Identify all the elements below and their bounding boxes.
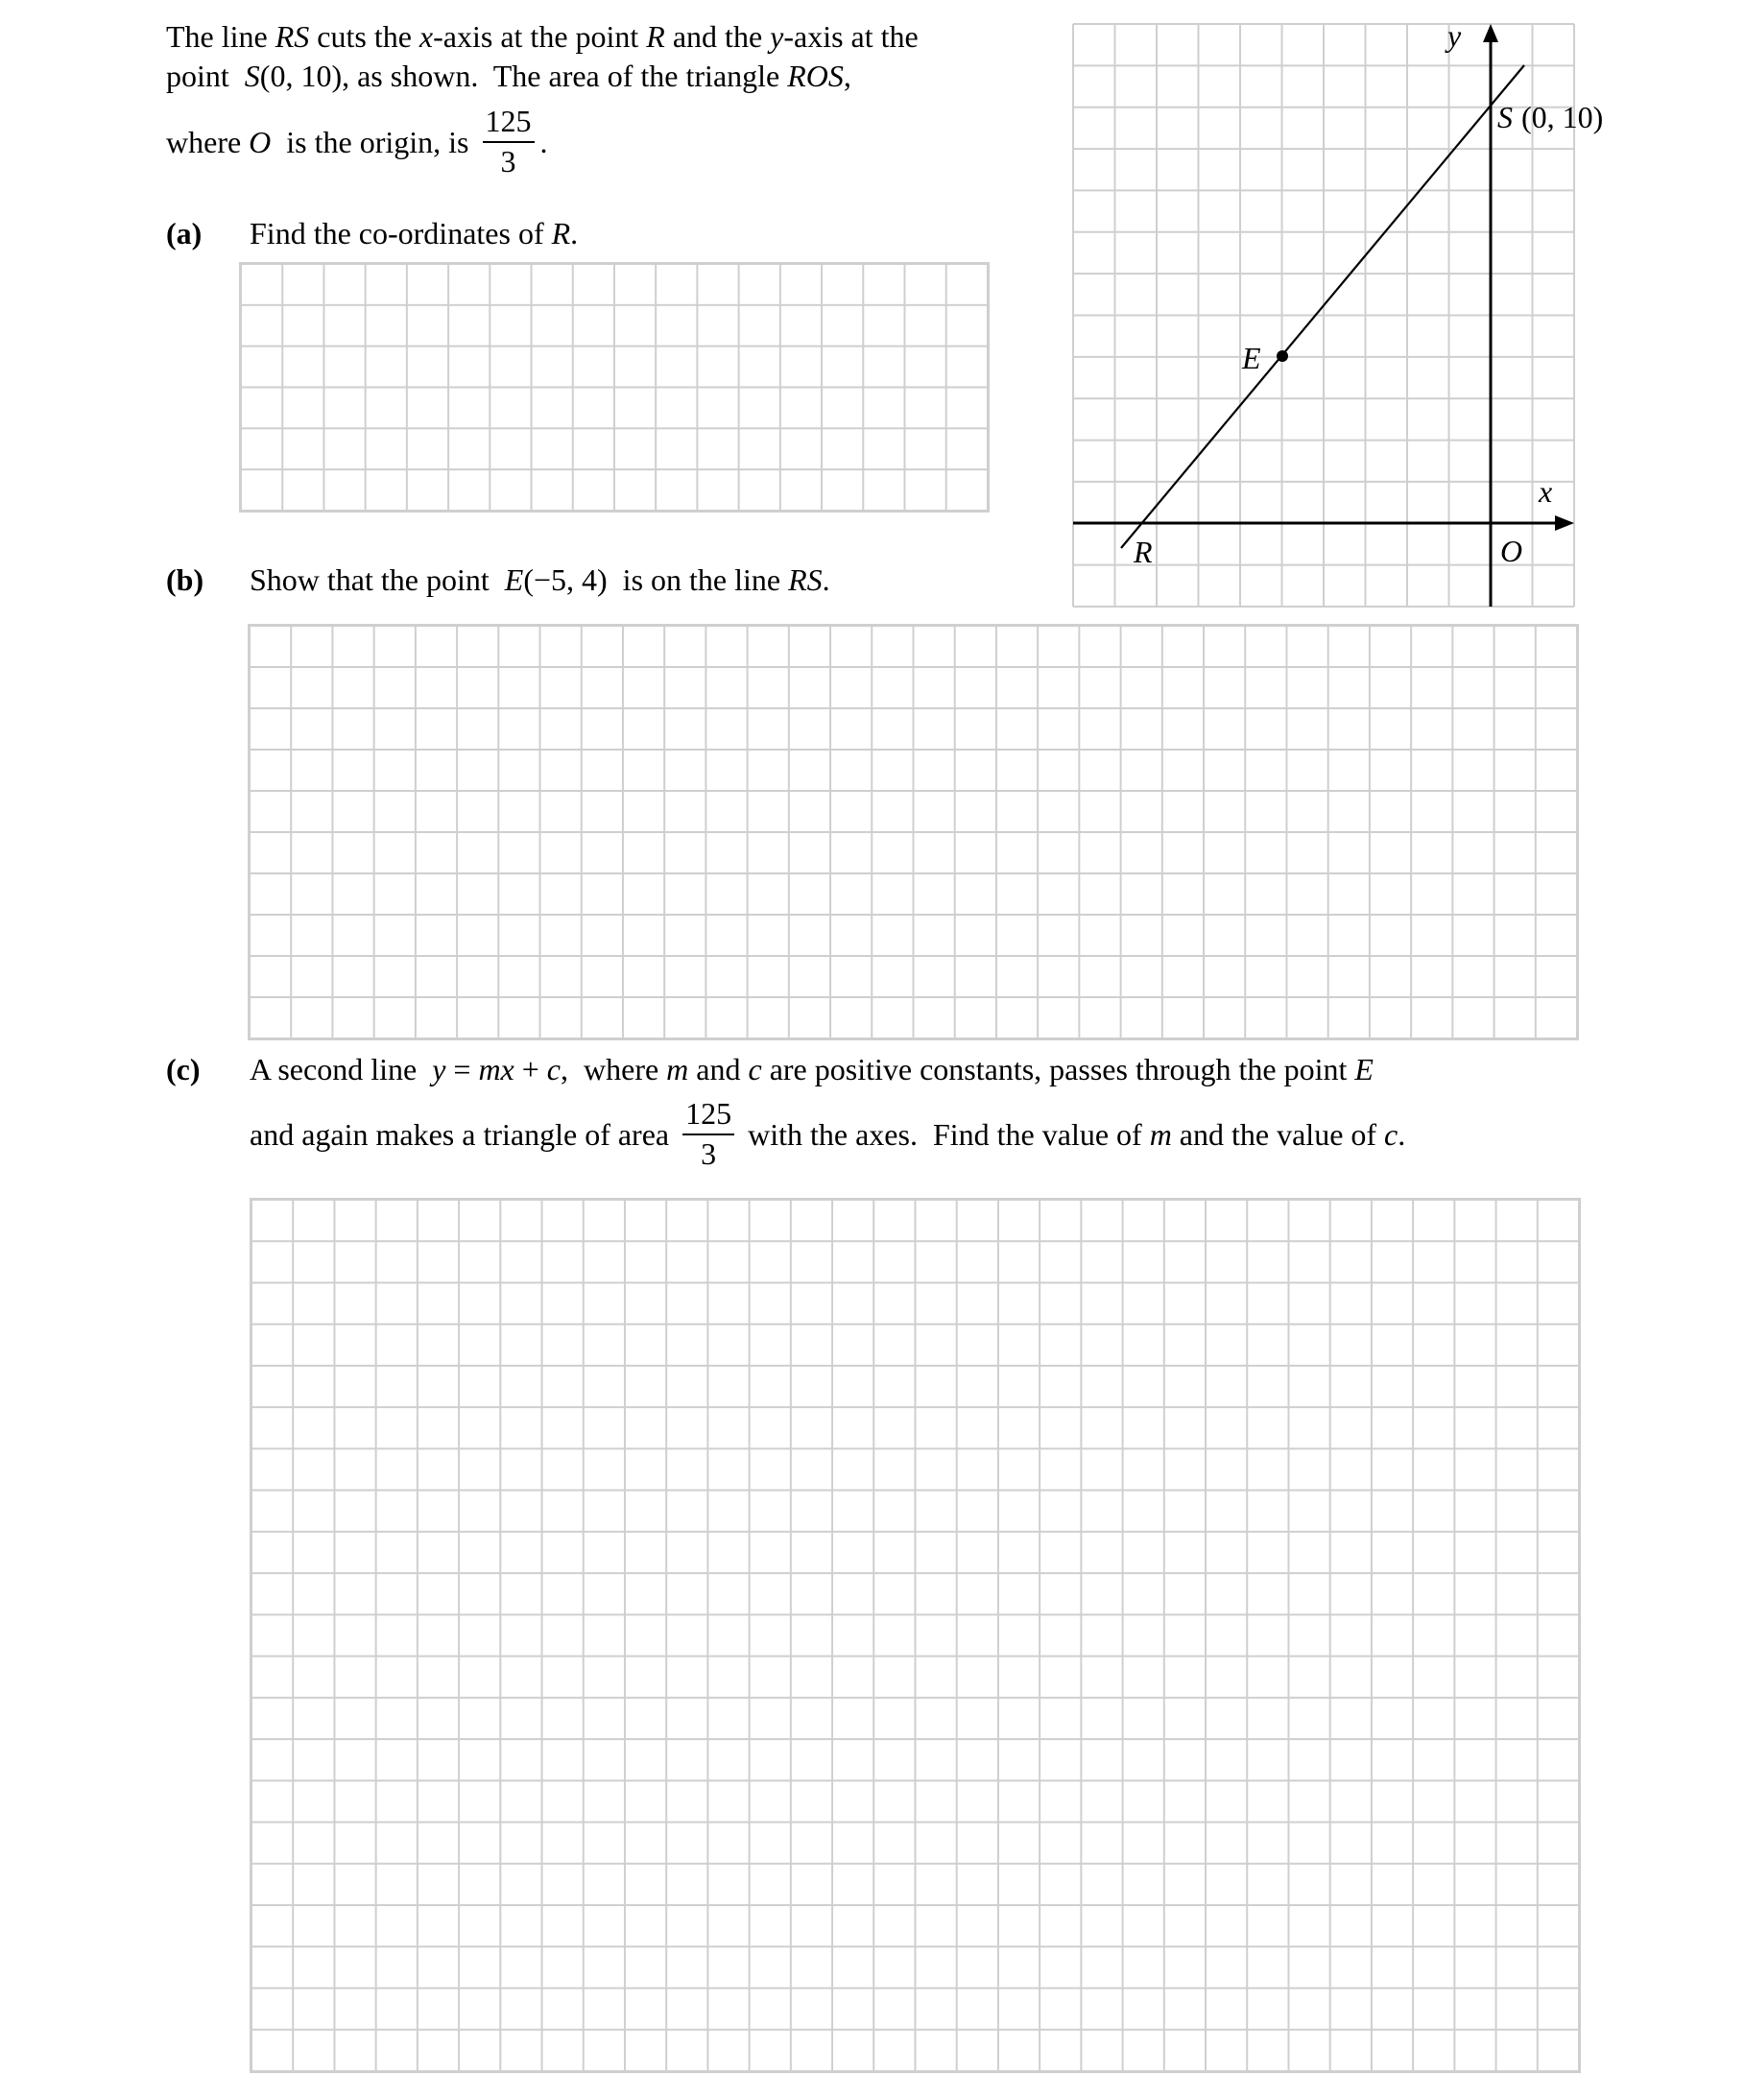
point-S-label: S xyxy=(1497,100,1513,134)
text: and xyxy=(688,1052,749,1086)
var-mx: mx xyxy=(478,1052,514,1086)
text: and the xyxy=(664,19,771,54)
fraction-numerator: 125 xyxy=(685,1096,732,1131)
var-S: S xyxy=(244,59,260,93)
var-R: R xyxy=(551,216,571,251)
text: -axis at the xyxy=(783,19,919,54)
text: cuts the xyxy=(309,19,419,54)
part-a-label: (a) xyxy=(166,216,203,251)
var-R: R xyxy=(646,19,665,54)
var-E: E xyxy=(504,562,524,597)
var-c: c xyxy=(1384,1116,1398,1152)
var-RS: RS xyxy=(275,19,310,54)
text: A second line xyxy=(250,1052,433,1086)
text: with the axes. Find the value of xyxy=(740,1116,1150,1152)
point-E-label: E xyxy=(1242,341,1261,375)
x-axis-label: x xyxy=(1539,474,1553,509)
text: Show that the point xyxy=(250,562,505,597)
y-axis-label: y xyxy=(1447,18,1462,53)
var-c: c xyxy=(546,1052,561,1086)
text: and again makes a triangle of area xyxy=(250,1116,678,1152)
var-O: O xyxy=(249,124,272,159)
part-b-label: (b) xyxy=(166,562,204,597)
answer-box-b[interactable] xyxy=(248,624,1579,1040)
origin-label: O xyxy=(1500,534,1523,568)
part-c-question-line-1 xyxy=(250,1054,1374,1085)
text: . xyxy=(822,562,830,597)
part-c-label: (c) xyxy=(166,1052,201,1086)
text: The line xyxy=(166,19,275,54)
point-E-marker xyxy=(1277,350,1288,362)
y-axis-arrow-icon xyxy=(1483,24,1498,42)
fraction-denominator: 3 xyxy=(500,143,516,179)
text: . xyxy=(539,124,548,159)
var-ROS: ROS xyxy=(787,59,844,93)
text: point xyxy=(166,59,245,93)
var-c: c xyxy=(748,1052,762,1086)
fraction-denominator: 3 xyxy=(701,1135,717,1171)
point-S-coords: (0, 10) xyxy=(1521,100,1604,134)
var-m: m xyxy=(1149,1116,1172,1152)
text: Find the co-ordinates of xyxy=(250,216,552,251)
var-y: y xyxy=(770,19,784,54)
point-R-label: R xyxy=(1134,535,1153,569)
var-E: E xyxy=(1354,1052,1374,1086)
text: -axis at the point xyxy=(433,19,647,54)
text: (−5, 4) is on the line xyxy=(523,562,789,597)
answer-box-c[interactable] xyxy=(250,1198,1581,2073)
fraction-bar xyxy=(682,1134,734,1135)
fraction-125-over-3 xyxy=(682,1098,734,1170)
equals-sign: = xyxy=(445,1052,479,1086)
text: where xyxy=(166,124,250,159)
text: are positive constants, passes through the point xyxy=(761,1052,1355,1086)
text: and the value of xyxy=(1171,1116,1385,1152)
var-RS: RS xyxy=(788,562,823,597)
text: , xyxy=(843,59,851,93)
text: (0, 10), as shown. The area of the triangle xyxy=(259,59,788,93)
text: . xyxy=(570,216,579,251)
text: is the origin, is xyxy=(271,124,477,159)
x-axis-arrow-icon xyxy=(1555,515,1574,531)
plus-sign: + xyxy=(514,1052,547,1086)
text: , where xyxy=(561,1052,667,1086)
var-x: x xyxy=(418,19,434,54)
fraction-numerator: 125 xyxy=(485,104,532,138)
var-y: y xyxy=(432,1052,446,1086)
part-c-question-line-2 xyxy=(250,1096,1406,1174)
text: . xyxy=(1398,1116,1406,1152)
var-m: m xyxy=(666,1052,689,1086)
coordinate-diagram xyxy=(0,0,1745,672)
